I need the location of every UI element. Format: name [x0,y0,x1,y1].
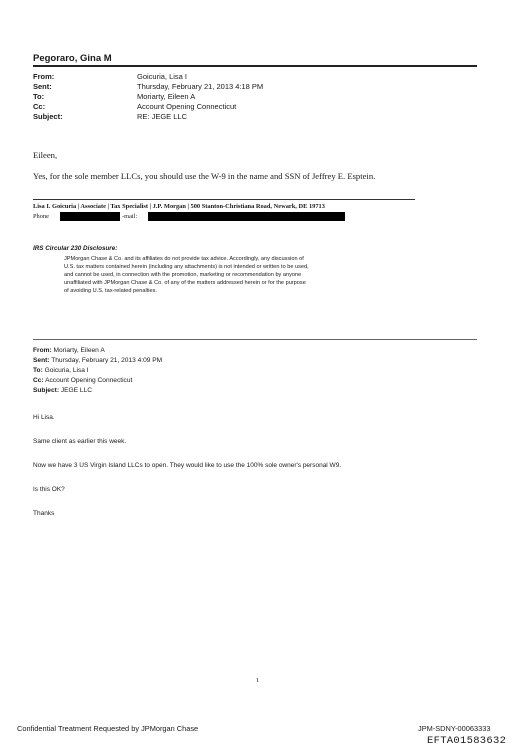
signature-line: Lisa I. Goicuria | Associate | Tax Specialist | J.P. Morgan | 500 Stanton-Christiana Road, Newark, DE 19713 [33,203,325,210]
original-from-value: Moriarty, Eileen A [53,347,105,354]
original-subject-label: Subject: [33,387,60,394]
from-value: Goicuria, Lisa I [137,72,188,81]
original-to-row [33,367,89,374]
email-redaction [148,212,345,221]
subject-value: RE: JEGE LLC [137,112,188,121]
to-value: Moriarty, Eileen A [137,92,196,101]
original-subject-row [33,387,92,394]
original-from-label: From: [33,347,52,354]
original-subject-value: JEGE LLC [60,387,93,394]
original-message-line: Is this OK? [33,486,65,493]
original-message-divider [33,339,477,340]
signature-divider [33,199,415,200]
sent-label: Sent: [33,82,52,91]
original-message-line: Thanks [33,510,55,517]
original-from-row [33,347,105,354]
cc-label: Cc: [33,102,46,111]
confidentiality-footer: Confidential Treatment Requested by JPMorgan Chase [17,724,199,733]
mailbox-owner-name: Pegoraro, Gina M [33,53,112,64]
bates-number: JPM-SDNY-00063333 [418,724,491,733]
original-sent-row [33,357,162,364]
disclosure-line: of avoiding U.S. tax-related penalties. [64,288,157,294]
original-message-line: Same client as earlier this week. [33,438,127,445]
original-to-label: To: [33,367,43,374]
disclosure-title: IRS Circular 230 Disclosure: [33,245,118,252]
reply-greeting: Eileen, [33,150,58,160]
original-message-line: Now we have 3 US Virgin Island LLCs to open. They would like to use the 100% sole owner's personal W9. [33,462,342,469]
original-cc-row [33,377,132,384]
disclosure-line: JPMorgan Chase & Co. and its affiliates do not provide tax advice. Accordingly, any discussion of [64,256,304,262]
signature-phone-label: Phone [33,213,49,220]
original-sent-label: Sent: [33,357,50,364]
from-label: From: [33,72,55,81]
signature-email-label: -mail: [122,213,138,220]
original-cc-label: Cc: [33,377,44,384]
page-number: 1 [256,677,260,684]
original-cc-value: Account Opening Connecticut [45,377,133,384]
header-divider [33,65,477,67]
subject-label: Subject: [33,112,63,121]
reply-body: Yes, for the sole member LLCs, you should use the W-9 in the name and SSN of Jeffrey E. Esptein. [33,171,376,181]
original-to-value: Goicuria, Lisa I [44,367,89,374]
original-sent-value: Thursday, February 21, 2013 4:09 PM [51,357,163,364]
cc-value: Account Opening Connecticut [137,102,237,111]
disclosure-line: unaffiliated with JPMorgan Chase & Co. of any of the matters addressed herein or for the purpose [64,280,306,286]
to-label: To: [33,92,45,101]
phone-redaction [60,212,120,221]
sent-value: Thursday, February 21, 2013 4:18 PM [137,82,264,91]
disclosure-line: U.S. tax matters contained herein (including any attachments) is not intended or written to be used, [64,264,309,270]
efta-id: EFTA01583632 [427,735,507,747]
original-message-line: Hi Lisa. [33,414,55,421]
disclosure-line: and cannot be used, in connection with the promotion, marketing or recommendation by anyone [64,272,302,278]
